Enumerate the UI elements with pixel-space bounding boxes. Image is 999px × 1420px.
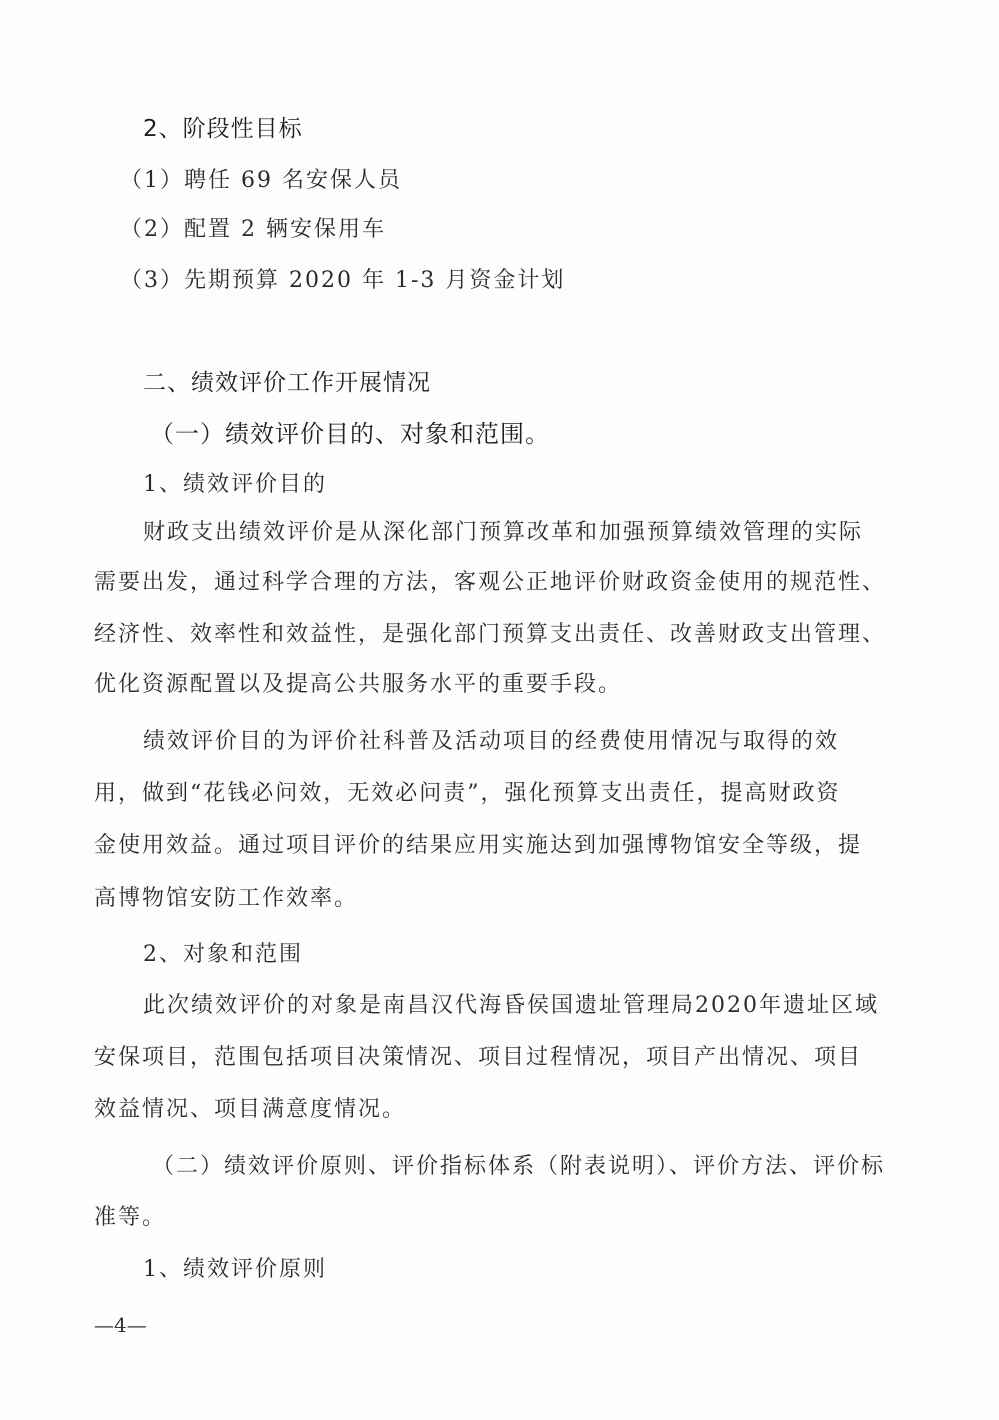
paragraph-line: 安保项目，范围包括项目决策情况、项目过程情况，项目产出情况、项目 <box>94 1045 863 1070</box>
item-heading-scope: 2、对象和范围 <box>143 942 303 967</box>
subsection-heading-1: （一）绩效评价目的、对象和范围。 <box>150 420 550 448</box>
paragraph-line: 此次绩效评价的对象是南昌汉代海昏侯国遗址管理局2020年遗址区域 <box>143 993 879 1018</box>
goal-item-1: （1）聘任 69 名安保人员 <box>120 168 402 193</box>
section-heading-2: 二、绩效评价工作开展情况 <box>143 370 431 396</box>
goal-item-3: （3）先期预算 2020 年 1-3 月资金计划 <box>120 268 566 293</box>
page-number: —4— <box>94 1313 147 1337</box>
paragraph-line: 绩效评价目的为评价社科普及活动项目的经费使用情况与取得的效 <box>143 729 840 754</box>
goal-item-2: （2）配置 2 辆安保用车 <box>120 217 386 242</box>
paragraph-line: 经济性、效率性和效益性，是强化部门预算支出责任、改善财政支出管理、 <box>94 622 887 647</box>
paragraph-line: 效益情况、项目满意度情况。 <box>94 1097 407 1122</box>
heading-stage-goals: 2、阶段性目标 <box>143 116 303 142</box>
paragraph-line: 需要出发，通过科学合理的方法，客观公正地评价财政资金使用的规范性、 <box>94 570 887 595</box>
paragraph-line: 财政支出绩效评价是从深化部门预算改革和加强预算绩效管理的实际 <box>143 520 864 545</box>
paragraph-line: 优化资源配置以及提高公共服务水平的重要手段。 <box>94 672 623 697</box>
item-heading-principles: 1、绩效评价原则 <box>143 1257 327 1282</box>
subsection-heading-2: （二）绩效评价原则、评价指标体系（附表说明）、评价方法、评价标 <box>152 1154 886 1179</box>
item-heading-purpose: 1、绩效评价目的 <box>143 472 327 497</box>
paragraph-line: 金使用效益。通过项目评价的结果应用实施达到加强博物馆安全等级，提 <box>94 833 863 858</box>
paragraph-line: 准等。 <box>94 1205 167 1230</box>
paragraph-line: 用，做到“花钱必问效，无效必问责”，强化预算支出责任，提高财政资 <box>94 781 841 806</box>
paragraph-line: 高博物馆安防工作效率。 <box>94 886 359 911</box>
